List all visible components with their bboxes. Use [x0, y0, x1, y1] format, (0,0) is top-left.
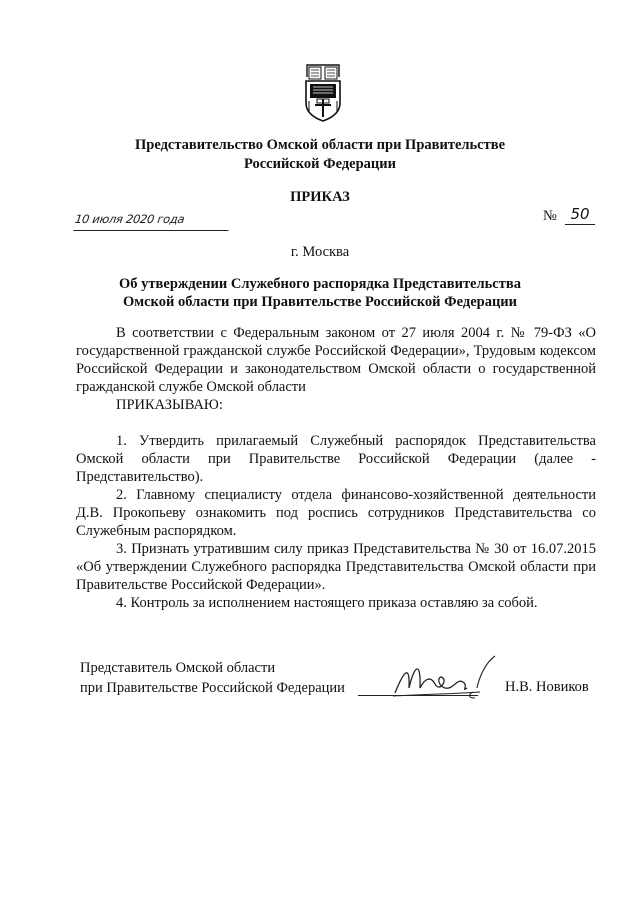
organization-name-line1: Представительство Омской области при Правительстве: [134, 137, 506, 153]
signatory-position-line2: при Правительстве Российской Федерации: [80, 680, 345, 696]
document-type-heading: ПРИКАЗ: [290, 189, 350, 205]
city-line: г. Москва: [290, 244, 350, 260]
order-item: 2. Главному специалисту отдела финансово-хозяйственной деятельности Д.В. Прокопьеву ознакомить под роспись сотрудников Представительства со Служебным распорядком.: [76, 487, 596, 539]
handwritten-date: 10 июля 2020 года: [73, 208, 231, 231]
organization-name-line2: Российской Федерации: [243, 156, 396, 172]
handwritten-signature: [365, 648, 505, 703]
order-item: 3. Признать утратившим силу приказ Представительства № 30 от 16.07.2015 «Об утверждении Служебного распорядка Представительства Омской области при Правительстве Российской Федерации».: [76, 541, 596, 593]
preamble-paragraph: В соответствии с Федеральным законом от 27 июля 2004 г. № 79-ФЗ «О государственной гражданской службе Российской Федерации», Трудовым кодексом Российской Федерации и законодательством Омской области о государственной гражданской службе Омской области: [76, 325, 596, 395]
order-title-line1: Об утверждении Служебного распорядка Представительства: [119, 276, 521, 292]
order-directive-word: ПРИКАЗЫВАЮ:: [116, 397, 223, 413]
order-title-line2: Омской области при Правительстве Российской Федерации: [122, 294, 518, 310]
signatory-position-line1: Представитель Омской области: [80, 660, 276, 676]
signatory-name: Н.В. Новиков: [505, 679, 589, 695]
coat-of-arms-emblem: [303, 63, 343, 123]
order-item: 1. Утвердить прилагаемый Служебный распорядок Представительства Омской области при Правительстве Российской Федерации (далее - Представительство).: [76, 433, 596, 485]
handwritten-order-number: 50: [565, 204, 595, 225]
order-item: 4. Контроль за исполнением настоящего приказа оставляю за собой.: [116, 595, 538, 611]
order-number-label: №: [543, 208, 557, 224]
order-items-list: [76, 432, 596, 612]
